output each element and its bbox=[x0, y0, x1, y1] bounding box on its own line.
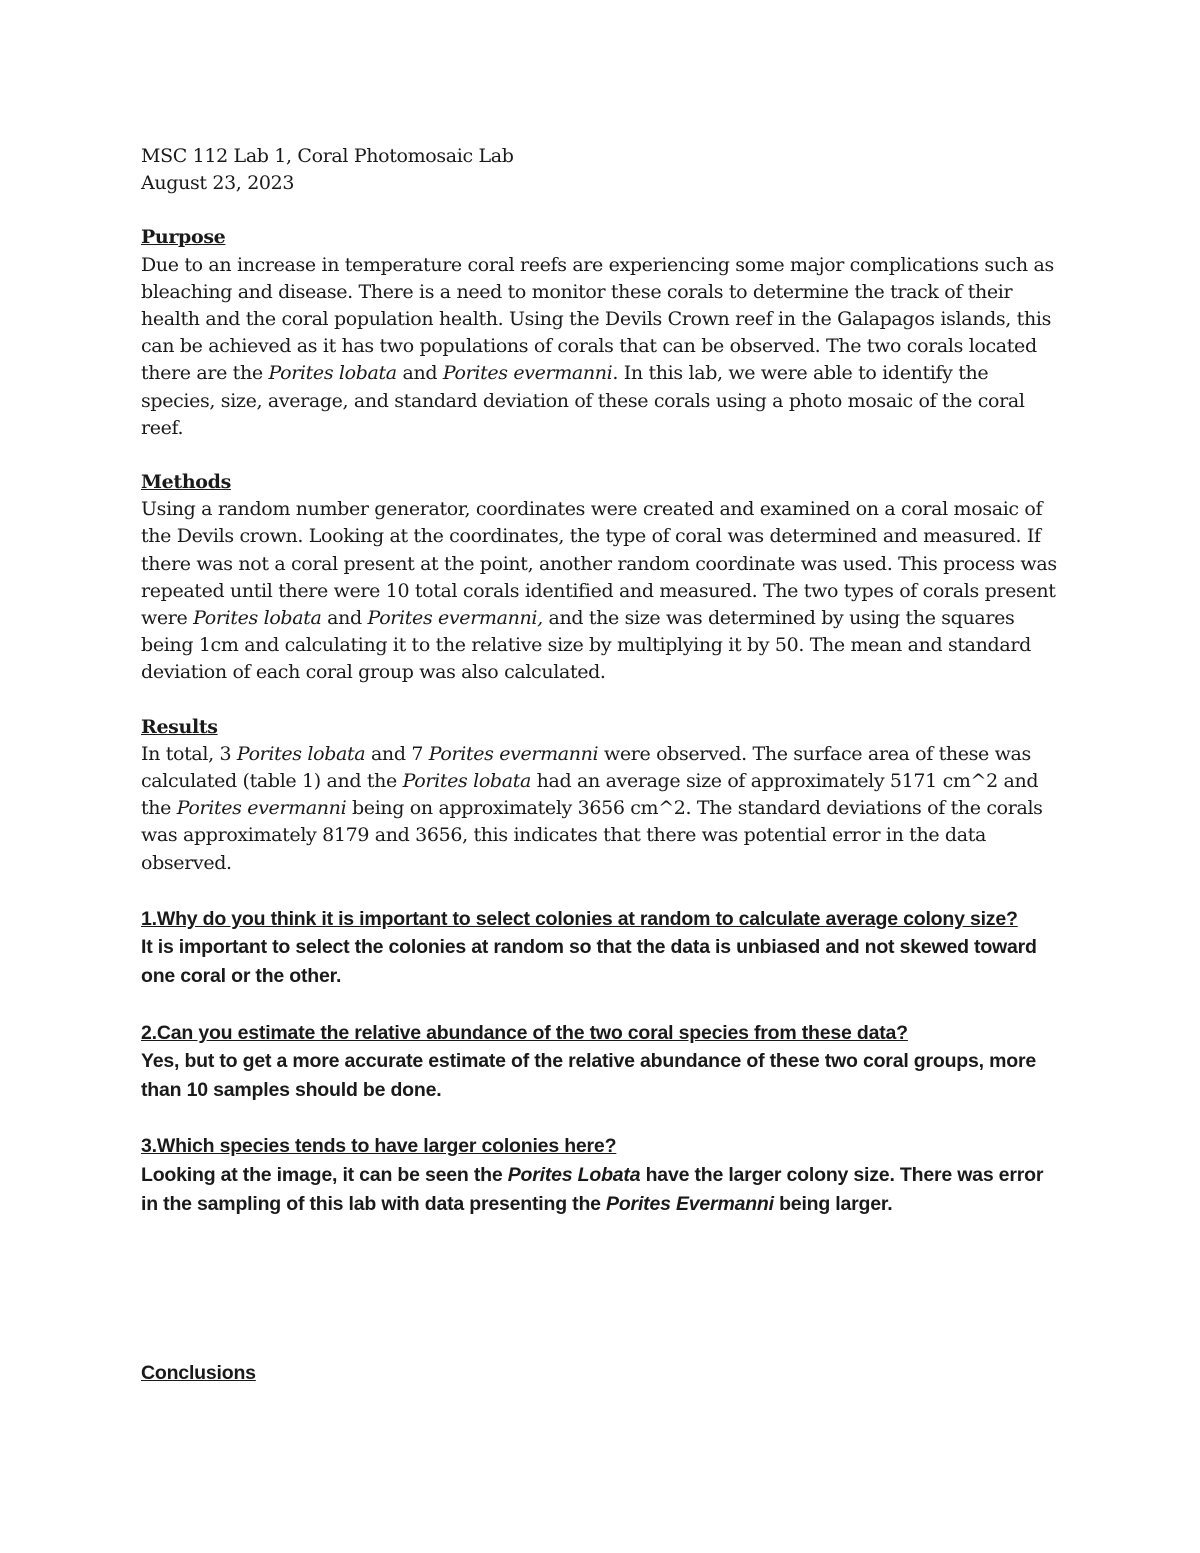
document-title: MSC 112 Lab 1, Coral Photomosaic Lab bbox=[141, 145, 514, 167]
methods-section bbox=[141, 469, 1061, 687]
answer-3-part: have the larger colony size. There was error in the sampling of this lab with data presenting the bbox=[141, 1164, 1044, 1215]
results-text: were observed. The surface area of these was calculated (table 1) and the bbox=[141, 742, 1031, 793]
species-name: Porites Evermanni bbox=[606, 1192, 774, 1215]
methods-text: and bbox=[321, 607, 368, 630]
species-name: Porites lobata bbox=[236, 742, 366, 765]
purpose-text: Due to an increase in temperature coral reefs are experiencing some major complications such as bleaching and disease. There is a need to monitor these corals to determine the track of their health and the coral population health. Using the Devils Crown reef in the Galapagos islands, this can be achieved as it has two populations of corals that can be observed. The two corals located there are the bbox=[141, 253, 1054, 385]
purpose-text: . In this lab, we were able to identify the species, size, average, and standard deviation of these corals using a photo mosaic of the coral reef. bbox=[141, 362, 1025, 439]
results-text: In total, 3 bbox=[141, 742, 237, 765]
answer-2-text: Yes, but to get a more accurate estimate of the relative abundance of these two coral groups, more than 10 samples should be done. bbox=[141, 1050, 1036, 1101]
purpose-paragraph bbox=[141, 252, 1061, 442]
methods-heading: Methods bbox=[141, 471, 231, 494]
results-text: had an average size of approximately 5171 cm^2 and the bbox=[141, 770, 1039, 820]
answer-3-part: being larger. bbox=[773, 1192, 893, 1215]
species-name: Porites lobata bbox=[268, 362, 397, 385]
answer-3-part: Looking at the image, it can be seen the bbox=[141, 1164, 508, 1187]
answer-1-text: It is important to select the colonies at random so that the data is unbiased and not skewed toward one coral or the other. bbox=[141, 936, 1037, 988]
purpose-text: and bbox=[396, 362, 443, 385]
question-3-text: 3.Which species tends to have larger colonies here? bbox=[141, 1135, 617, 1158]
results-text: and 7 bbox=[365, 742, 429, 765]
document-header bbox=[141, 143, 1061, 197]
spacer bbox=[141, 1104, 1061, 1132]
results-heading: Results bbox=[141, 715, 218, 738]
species-name: Porites evermanni bbox=[176, 797, 347, 820]
question-2 bbox=[141, 1019, 1061, 1105]
spacer bbox=[141, 197, 1061, 224]
results-section bbox=[141, 714, 1061, 877]
methods-text: and the size was determined by using the squares being 1cm and calculating it to the relative size by multiplying it by 50. The mean and standard deviation of each coral group was also calculated. bbox=[141, 607, 1031, 684]
species-name: Porites lobata bbox=[193, 607, 322, 630]
species-name: Porites evermanni bbox=[428, 742, 599, 765]
methods-paragraph bbox=[141, 496, 1061, 686]
results-paragraph bbox=[141, 741, 1061, 877]
question-1 bbox=[141, 905, 1061, 991]
question-2-text: 2.Can you estimate the relative abundance of the two coral species from these data? bbox=[141, 1021, 908, 1044]
conclusions-heading: Conclusions bbox=[141, 1362, 256, 1384]
question-1-text: 1.Why do you think it is important to select colonies at random to calculate average colony size? bbox=[141, 907, 1018, 930]
results-text: being on approximately 3656 cm^2. The standard deviations of the corals was approximately 8179 and 3656, this indicates that there was potential error in the data observed. bbox=[141, 797, 1043, 874]
species-name: Porites Lobata bbox=[507, 1164, 641, 1187]
document-date: August 23, 2023 bbox=[141, 172, 295, 195]
spacer bbox=[141, 687, 1061, 714]
conclusions-section bbox=[141, 1359, 256, 1388]
spacer bbox=[141, 442, 1061, 469]
question-3 bbox=[141, 1132, 1061, 1218]
purpose-heading: Purpose bbox=[141, 226, 226, 249]
methods-text: Using a random number generator, coordinates were created and examined on a coral mosaic of the Devils crown. Looking at the coordinates, the type of coral was determined and measured. If there was not a coral present at the point, another random coordinate was used. This process was repeated until there were 10 total corals identified and measured. The two types of corals present were bbox=[141, 498, 1057, 630]
species-name: Porites lobata bbox=[402, 770, 531, 793]
species-name: Porites evermanni, bbox=[367, 607, 543, 630]
species-name: Porites evermanni bbox=[442, 362, 613, 385]
spacer bbox=[141, 991, 1061, 1019]
purpose-section bbox=[141, 224, 1061, 442]
spacer bbox=[141, 877, 1061, 905]
answer-3-text bbox=[141, 1161, 1061, 1218]
document-body bbox=[141, 143, 1061, 1218]
